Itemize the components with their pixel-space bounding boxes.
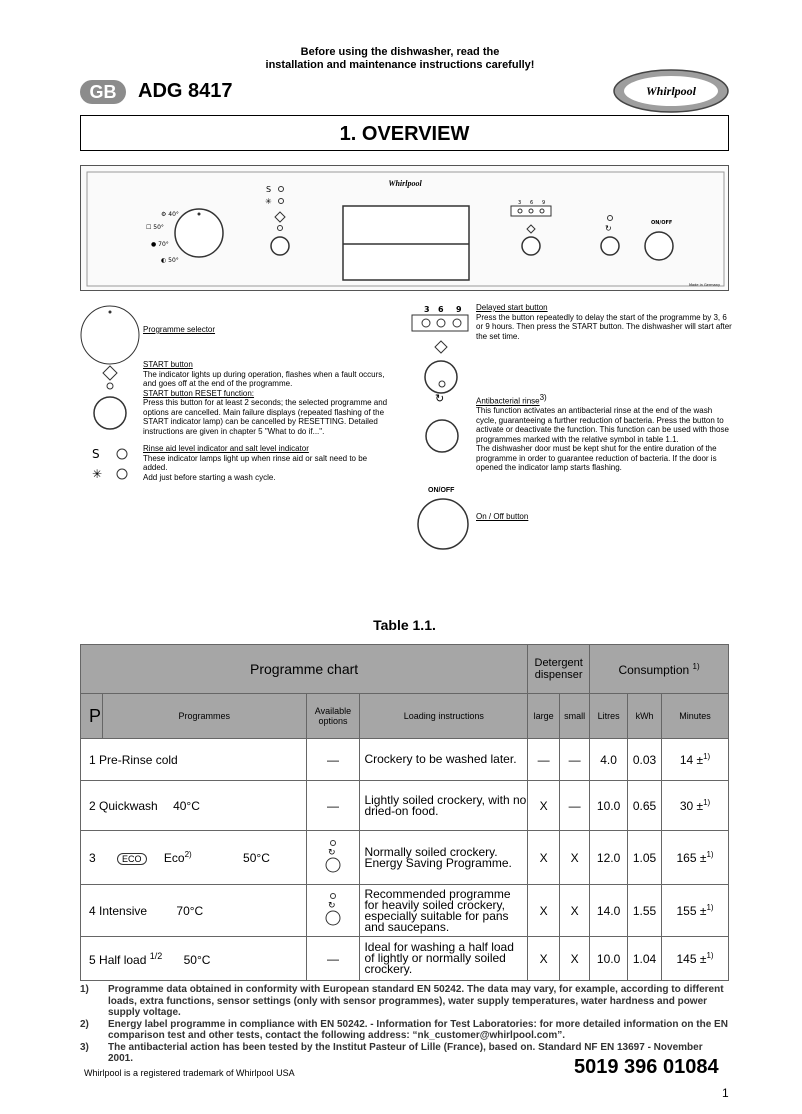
- litres-value: 14.0: [590, 885, 628, 937]
- antibac-option-icon: [321, 892, 345, 926]
- minutes-sup: 1): [703, 798, 711, 807]
- svg-text:◐ 50°: ◐ 50°: [161, 257, 179, 264]
- available-option: —: [306, 937, 360, 981]
- minutes-value: 30 ±: [679, 799, 704, 813]
- detergent-large: —: [528, 739, 560, 781]
- antibac-option-icon: [321, 839, 345, 873]
- panel-delay-button: [522, 237, 540, 255]
- minutes-sup: 1): [706, 903, 714, 912]
- detergent-small: X: [560, 831, 590, 885]
- minutes-cell: [662, 885, 729, 937]
- programme-temp: 70°C: [176, 903, 204, 918]
- footnote-num: 1): [80, 984, 89, 995]
- table-header-row-2: [81, 694, 729, 739]
- col-small: small: [560, 694, 590, 739]
- panel-logo: Whirlpool: [388, 179, 422, 188]
- intro-line-2: installation and maintenance instructions carefully!: [265, 59, 535, 71]
- delay-description: [476, 303, 732, 341]
- antibac-text-2: The dishwasher door must be kept shut for the entire duration of the programme in order to guarantee reduction of bacteria. If the door is opened the indicator lamp starts flashing.: [476, 444, 717, 473]
- document-code: 5019 396 01084: [574, 1056, 719, 1078]
- rinse-text-2: Add just before starting a wash cycle.: [143, 472, 276, 482]
- programme-name-cell: [81, 781, 307, 831]
- panel-onoff-label: ON/OFF: [651, 220, 673, 226]
- start-description: [143, 360, 393, 436]
- chart-title: Programme chart: [81, 645, 528, 694]
- col-programmes: Programmes: [102, 694, 306, 739]
- panel-programme-knob: [175, 209, 223, 257]
- table-row: [81, 831, 729, 885]
- col-loading: Loading instructions: [360, 694, 528, 739]
- programme-selector-label: Programme selector: [143, 325, 216, 334]
- available-option: —: [306, 781, 360, 831]
- consumption-sup: 1): [692, 661, 700, 671]
- col-available: Available options: [306, 694, 360, 739]
- minutes-cell: [662, 831, 729, 885]
- panel-antibac-button: [601, 237, 619, 255]
- footnote-text: The antibacterial action has been tested by the Institut Pasteur of Lille (France), based on. Standard NF EN 13697 - November 2001.: [108, 1041, 703, 1064]
- panel-made-in: Made in Germany: [689, 283, 721, 287]
- available-option: [306, 831, 360, 885]
- panel-onoff-button: [645, 232, 673, 260]
- footnote-num: 3): [80, 1041, 89, 1053]
- footnote: [80, 984, 730, 1019]
- panel-delay-6: 6: [530, 200, 534, 206]
- minutes-sup: 1): [706, 850, 714, 859]
- programme-name: Quickwash: [99, 798, 158, 813]
- litres-value: 10.0: [590, 937, 628, 981]
- loading-instruction: Ideal for washing a half load of lightly or normally soiled crockery.: [360, 937, 528, 981]
- svg-text:☐ 50°: ☐ 50°: [146, 224, 164, 231]
- delay-digit-6: 6: [438, 305, 444, 314]
- svg-text:↻: ↻: [327, 901, 336, 911]
- delay-digit-3: 3: [424, 305, 430, 314]
- detergent-small: X: [560, 885, 590, 937]
- table-row: [81, 885, 729, 937]
- antibac-text: This function activates an antibacterial rinse at the end of the wash cycle, guaranteeing a further reduction of bacteria. Press the button to activate or deactivate the function. This function can be used with those programmes marked with the relative symbol in table 1.1.: [476, 406, 729, 444]
- svg-text:↻: ↻: [605, 224, 612, 233]
- consumption-header: [590, 645, 729, 694]
- reset-title: START button RESET function:: [143, 388, 255, 398]
- programme-temp: 50°C: [243, 851, 270, 865]
- delay-digit-9: 9: [456, 305, 462, 314]
- delay-title: Delayed start button: [476, 303, 548, 312]
- onoff-title: On / Off button: [476, 512, 529, 521]
- rinse-salt-icons: [90, 444, 134, 484]
- detergent-small: X: [560, 937, 590, 981]
- rinse-text: These indicator lamps light up when rinse aid or salt need to be added.: [143, 453, 368, 472]
- antibac-title: Antibacterial rinse: [476, 396, 540, 406]
- programme-name-cell: [81, 831, 307, 885]
- svg-text:⚙ 40°: ⚙ 40°: [161, 211, 179, 218]
- table-caption: Table 1.1.: [373, 617, 436, 633]
- minutes-cell: [662, 739, 729, 781]
- programme-table: [80, 644, 729, 981]
- svg-text:● 70°: ● 70°: [151, 241, 169, 248]
- available-option: [306, 885, 360, 937]
- programme-num: 1: [89, 752, 96, 767]
- model-number: ADG 8417: [138, 80, 233, 102]
- footnote-num: 2): [80, 1018, 89, 1030]
- minutes-value: 145 ±: [676, 952, 707, 966]
- panel-start-button: [271, 237, 289, 255]
- programme-selector-knob-icon: [80, 305, 140, 365]
- litres-value: 10.0: [590, 781, 628, 831]
- svg-text:S: S: [266, 185, 272, 194]
- start-text: The indicator lights up during operation, flashes when a fault occurs, and goes off at the end of the programme.: [143, 369, 385, 388]
- col-p: P: [81, 694, 103, 739]
- salt-icon: ✳: [92, 467, 103, 481]
- antibac-sup: 3): [539, 393, 547, 402]
- detergent-large: X: [528, 937, 560, 981]
- rinse-description: [143, 444, 393, 482]
- detergent-large: X: [528, 781, 560, 831]
- programme-temp: 40°C: [173, 798, 200, 813]
- half-load-badge: 1/2: [149, 950, 163, 961]
- programme-name: Pre-Rinse cold: [99, 752, 178, 767]
- minutes-cell: [662, 781, 729, 831]
- antibac-description: [476, 393, 732, 473]
- programme-temp: 50°C: [183, 952, 211, 967]
- detergent-small: —: [560, 739, 590, 781]
- detergent-large: X: [528, 885, 560, 937]
- onoff-small-label: ON/OFF: [428, 487, 455, 494]
- panel-delay-3: 3: [518, 200, 522, 206]
- svg-text:✳: ✳: [265, 197, 272, 206]
- loading-instruction: Recommended programme for heavily soiled crockery, especially suitable for pans and saucepans.: [360, 885, 528, 937]
- minutes-value: 155 ±: [676, 904, 707, 918]
- available-option: —: [306, 739, 360, 781]
- kwh-value: 0.03: [628, 739, 662, 781]
- start-title: START button: [143, 360, 193, 369]
- start-button-icon: [92, 395, 128, 431]
- footnote-text: Energy label programme in compliance with EN 50242. - Information for Test Laboratories: for more detailed information on the EN comparison test and other tests, contact the following address: “nk_customer@whirlpool.com”.: [108, 1018, 728, 1041]
- table-row: [81, 781, 729, 831]
- page-number: 1: [722, 1086, 729, 1100]
- detergent-large: X: [528, 831, 560, 885]
- country-badge: GB: [80, 80, 126, 104]
- panel-svg: [81, 166, 730, 292]
- reset-text: Press this button for at least 2 seconds; the selected programme and options are cancelled. Main failure displays (repeated flashing of the START indicator lamp) can be cancelled by RESETTING. Detailed instructions are given in chapter 5 "What to do if...".: [143, 398, 388, 436]
- minutes-value: 165 ±: [676, 851, 707, 865]
- col-kwh: kWh: [628, 694, 662, 739]
- loading-instruction: Crockery to be washed later.: [360, 739, 528, 781]
- kwh-value: 1.04: [628, 937, 662, 981]
- logo-text: Whirlpool: [645, 84, 697, 98]
- programme-name: Intensive: [99, 903, 148, 918]
- rinse-aid-icon: S: [92, 447, 100, 461]
- whirlpool-logo: [612, 68, 730, 114]
- programme-name-cell: [81, 937, 307, 981]
- kwh-value: 1.05: [628, 831, 662, 885]
- programme-name-cell: [81, 739, 307, 781]
- footnote: [80, 1019, 730, 1042]
- col-minutes: Minutes: [662, 694, 729, 739]
- detergent-small: —: [560, 781, 590, 831]
- programme-name-sup: 2): [184, 850, 192, 859]
- svg-text:↻: ↻: [327, 848, 336, 858]
- delay-text: Press the button repeatedly to delay the start of the programme by 3, 6 or 9 hours. Then press the START button. The dishwasher will start after the set time.: [476, 312, 732, 341]
- onoff-button-icon: [416, 497, 470, 551]
- intro-text: [200, 46, 600, 72]
- col-litres: Litres: [590, 694, 628, 739]
- intro-line-1: Before using the dishwasher, read the: [300, 46, 500, 58]
- programme-num: 4: [89, 903, 96, 918]
- consumption-label: Consumption: [618, 662, 690, 677]
- control-panel-drawing: [80, 165, 729, 291]
- programme-num: 2: [89, 798, 96, 813]
- programme-num: 3: [89, 851, 96, 865]
- minutes-value: 14 ±: [679, 753, 704, 767]
- svg-text:↻: ↻: [435, 392, 445, 405]
- kwh-value: 0.65: [628, 781, 662, 831]
- programme-name: Eco: [163, 851, 185, 865]
- loading-instruction: Normally soiled crockery. Energy Saving Programme.: [360, 831, 528, 885]
- minutes-sup: 1): [706, 951, 714, 960]
- minutes-cell: [662, 937, 729, 981]
- eco-badge: ECO: [117, 853, 147, 865]
- col-large: large: [528, 694, 560, 739]
- programme-name-cell: [81, 885, 307, 937]
- antibac-button-icon: [420, 378, 464, 456]
- litres-value: 12.0: [590, 831, 628, 885]
- kwh-value: 1.55: [628, 885, 662, 937]
- start-diamond-icon: [100, 364, 122, 392]
- footnotes: [80, 984, 730, 1065]
- rinse-title: Rinse aid level indicator and salt level indicator: [143, 444, 309, 453]
- table-header-row-1: [81, 645, 729, 694]
- loading-instruction: Lightly soiled crockery, with no dried-on food.: [360, 781, 528, 831]
- footnote-text: Programme data obtained in conformity with European standard EN 50242. The data may vary, for example, according to different loads, extra functions, sensor settings (only with sensor programmes), water supply temperatures, water hardness and power supply voltage.: [108, 984, 724, 1018]
- minutes-sup: 1): [703, 752, 711, 761]
- panel-delay-9: 9: [542, 200, 546, 206]
- detergent-header: Detergent dispenser: [528, 645, 590, 694]
- table-row: [81, 937, 729, 981]
- page-title: 1. OVERVIEW: [80, 115, 729, 151]
- table-row: [81, 739, 729, 781]
- programme-name: Half load: [99, 952, 147, 967]
- programme-num: 5: [89, 952, 96, 967]
- litres-value: 4.0: [590, 739, 628, 781]
- trademark-note: Whirlpool is a registered trademark of Whirlpool USA: [84, 1068, 295, 1078]
